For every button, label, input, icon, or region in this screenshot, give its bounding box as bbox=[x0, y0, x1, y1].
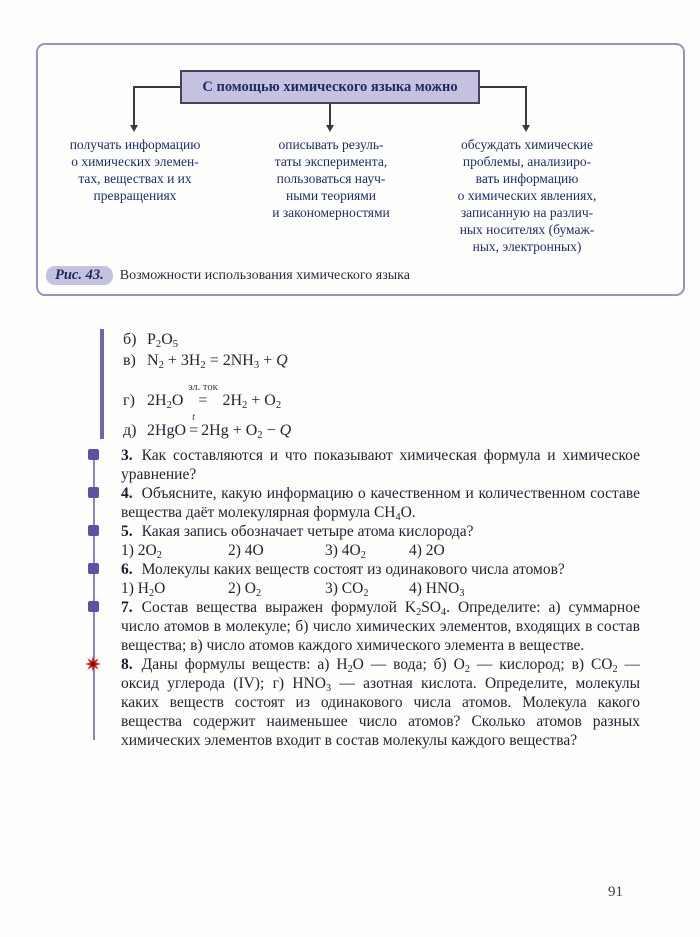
figure-caption-text: Возможности использования химического языка bbox=[119, 268, 410, 283]
chemical-formula: $P_2O_5$ bbox=[147, 331, 179, 350]
square-bullet-icon bbox=[88, 487, 99, 498]
page-number: 91 bbox=[608, 884, 623, 900]
square-bullet-icon bbox=[88, 449, 99, 460]
figure-title-box bbox=[180, 70, 480, 104]
chemical-formula: $2H_2 + O_2$ bbox=[222, 392, 282, 411]
equation-g bbox=[123, 382, 282, 411]
margin-bar bbox=[100, 329, 104, 439]
question-number: 5. bbox=[121, 523, 133, 540]
star-icon bbox=[85, 656, 101, 672]
branch-line: вать информацию bbox=[475, 171, 579, 186]
chemical-formula: $N_2 + 3H_2 = 2NH_3 + Q$ bbox=[147, 352, 288, 371]
question-number: 6. bbox=[121, 561, 133, 578]
answer-option: 1) $H_2O$ bbox=[121, 580, 166, 599]
question-4 bbox=[121, 484, 640, 522]
branch-line: ных носителях (бумаж- bbox=[459, 222, 595, 237]
branch-line: и закономерностями bbox=[272, 205, 390, 220]
connector-right-horizontal bbox=[480, 86, 527, 88]
square-bullet-icon bbox=[88, 563, 99, 574]
answer-option: 2) $O_2$ bbox=[228, 580, 262, 599]
question-8 bbox=[121, 655, 640, 750]
question-text: Даны формулы веществ: а) $H_2O$ — вода; б) $O_2$ — кислород; в) $CO_2$ — оксид углерода (IV); г) $HNO_3$ — азотная кислота. Определите, молекулы каких веществ состоят из одинакового числа атомов. Молекула какого вещества содержит наименьшее число атомов? Сколько атомов разных химических элементов входит в состав молекулы каждого вещества? bbox=[121, 656, 641, 749]
answer-option: 4) $HNO_3$ bbox=[409, 580, 465, 599]
figure-43-frame bbox=[36, 43, 685, 296]
branch-line: описывать резуль- bbox=[278, 137, 384, 152]
branch-line: ных, электронных) bbox=[472, 239, 582, 254]
answer-options bbox=[121, 579, 640, 598]
equation-label: б) bbox=[123, 331, 137, 348]
answer-option: 3) $4O_2$ bbox=[325, 542, 366, 561]
reaction-condition: эл. ток bbox=[188, 382, 218, 393]
equations-block bbox=[100, 326, 520, 448]
question-text: Какая запись обозначает четыре атома кислорода? bbox=[141, 523, 474, 540]
connector-center-vertical bbox=[329, 104, 331, 125]
branch-line: ными теориями bbox=[285, 188, 377, 203]
branch-line: о химических элемен- bbox=[71, 154, 199, 169]
question-text: Состав вещества выражен формулой $K_2SO_4$. Определите: а) суммарное число атомов в молекуле; б) число химических элементов, входящих в состав вещества; в) число атомов каждого химического элемента в веществе. bbox=[121, 599, 641, 654]
equation-v bbox=[123, 352, 288, 370]
arrow-down-icon bbox=[522, 125, 530, 132]
questions-block bbox=[86, 446, 640, 750]
question-number: 8. bbox=[121, 656, 133, 673]
figure-branch-3 bbox=[432, 136, 622, 255]
chemical-formula: $2Hg + O_2 - Q$ bbox=[201, 422, 292, 441]
connector-right-vertical bbox=[525, 86, 527, 125]
question-6 bbox=[121, 560, 640, 598]
chemical-formula: $2H_2O$ bbox=[147, 392, 184, 411]
branch-line: тах, веществах и их bbox=[78, 171, 192, 186]
equals-with-condition: t = bbox=[189, 412, 199, 439]
equation-label: д) bbox=[123, 422, 137, 439]
connector-left-horizontal bbox=[133, 86, 180, 88]
reaction-condition: t bbox=[192, 412, 196, 423]
square-bullet-icon bbox=[88, 525, 99, 536]
equation-d bbox=[123, 412, 292, 441]
arrow-down-icon bbox=[130, 125, 138, 132]
chemical-formula: 2HgO bbox=[147, 422, 187, 439]
branch-line: получать информацию bbox=[69, 137, 201, 152]
question-number: 3. bbox=[121, 447, 133, 464]
branch-line: пользоваться науч- bbox=[276, 171, 386, 186]
answer-option: 3) $CO_2$ bbox=[325, 580, 369, 599]
square-bullet-icon bbox=[88, 601, 99, 612]
equation-label: г) bbox=[123, 392, 135, 409]
branch-line: обсуждать химические bbox=[461, 137, 593, 152]
answer-option: 4) 2O bbox=[409, 542, 445, 559]
equation-label: в) bbox=[123, 352, 136, 369]
answer-option: 1) $2O_2$ bbox=[121, 542, 162, 561]
connector-left-vertical bbox=[133, 86, 135, 125]
question-number: 4. bbox=[121, 485, 133, 502]
figure-title-text: С помощью химического языка можно bbox=[202, 78, 458, 95]
question-text: Как составляются и что показывают химическая формула и химическое уравнение? bbox=[121, 447, 640, 483]
question-text: Молекулы каких веществ состоят из одинакового числа атомов? bbox=[141, 561, 565, 578]
branch-line: о химических явлениях, bbox=[457, 188, 597, 203]
equation-b bbox=[123, 331, 178, 349]
branch-line: таты эксперимента, bbox=[274, 154, 388, 169]
question-3 bbox=[121, 446, 640, 484]
question-5 bbox=[121, 522, 640, 560]
equals-with-condition: эл. ток = bbox=[188, 382, 218, 409]
figure-caption bbox=[46, 267, 410, 284]
figure-caption-label: Рис. 43. bbox=[46, 266, 113, 285]
answer-option: 2) 4O bbox=[228, 542, 264, 559]
figure-branch-2 bbox=[236, 136, 426, 221]
branch-line: превращениях bbox=[93, 188, 177, 203]
figure-branch-1 bbox=[40, 136, 230, 204]
question-7 bbox=[121, 598, 640, 655]
branch-line: записанную на различ- bbox=[460, 205, 594, 220]
arrow-down-icon bbox=[326, 125, 334, 132]
branch-line: проблемы, анализиро- bbox=[462, 154, 592, 169]
question-text: Объясните, какую информацию о качественном и количественном составе вещества даёт молекулярная формула $CH_4O$. bbox=[121, 485, 640, 523]
question-number: 7. bbox=[121, 599, 133, 616]
answer-options bbox=[121, 541, 640, 560]
